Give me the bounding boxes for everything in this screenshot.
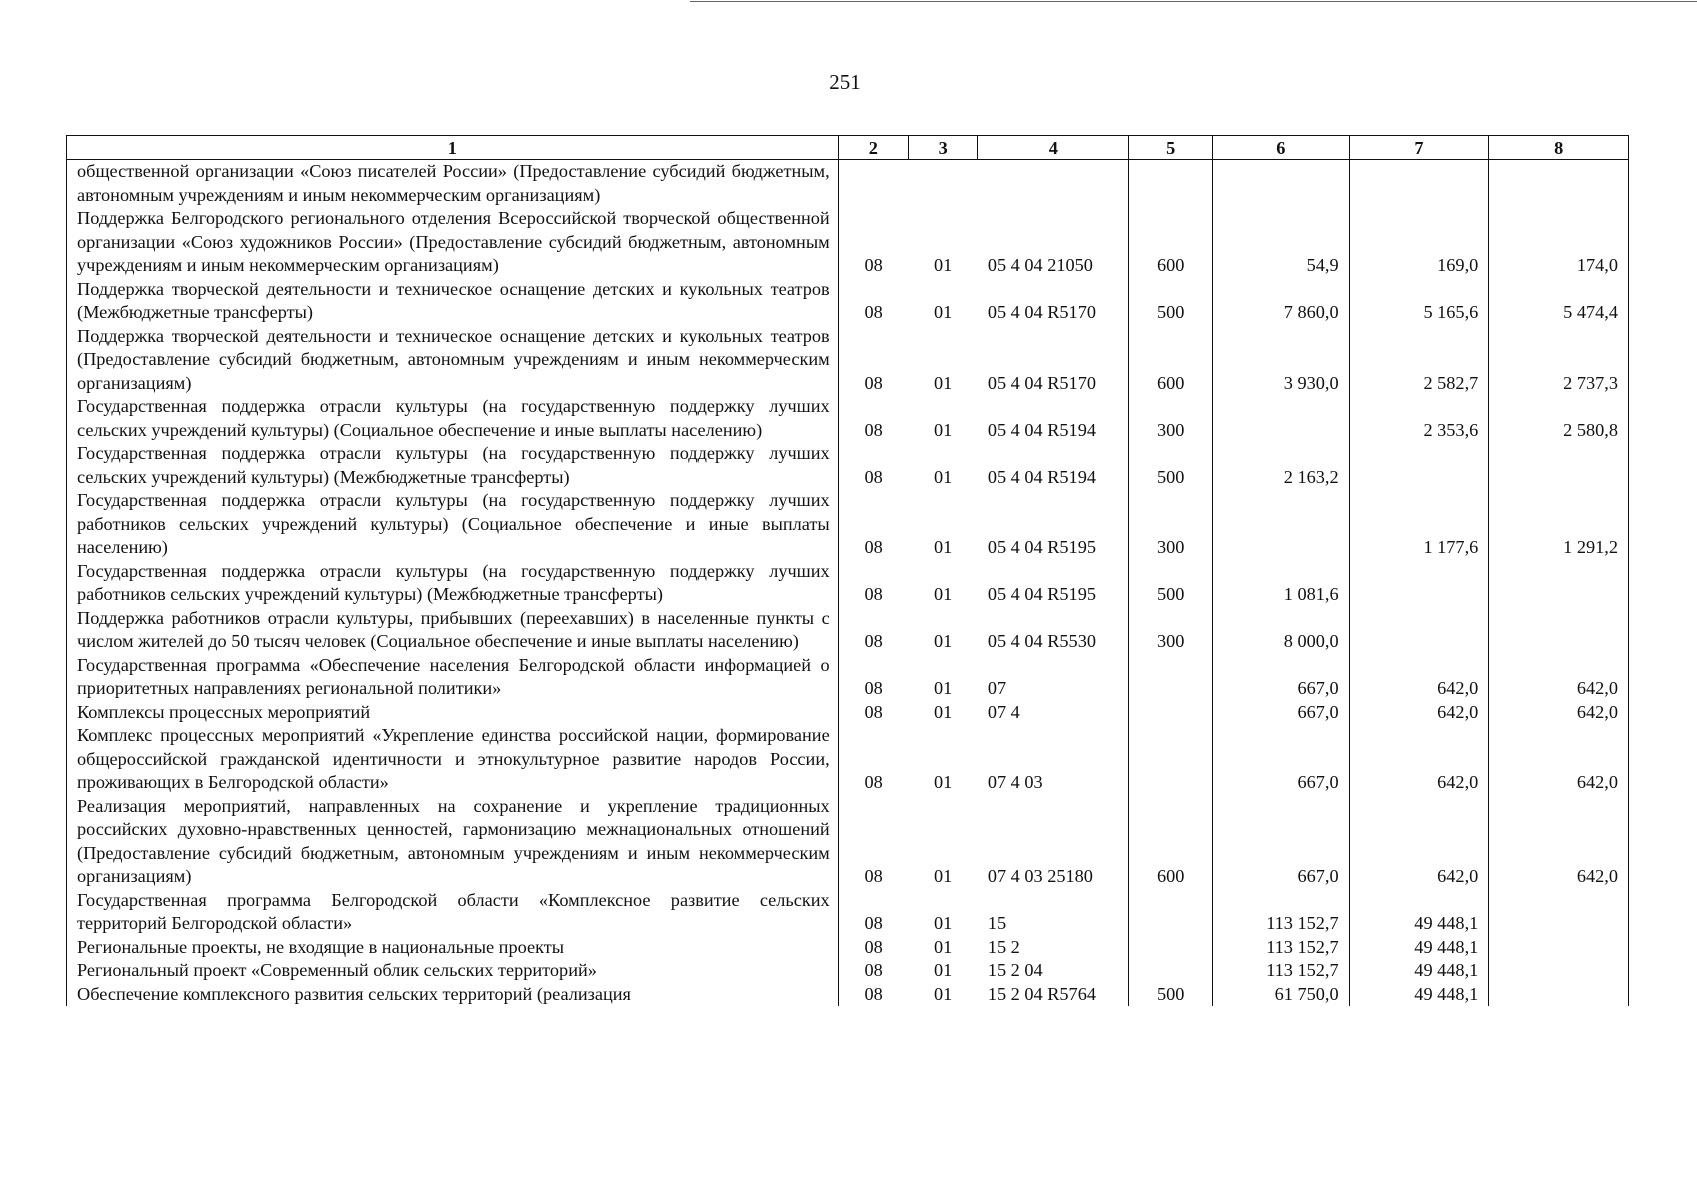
cell-target-article: 05 4 04 R5194 <box>978 442 1129 489</box>
cell-amount-8 <box>1489 560 1629 607</box>
cell-name: Поддержка Белгородского регионального отделения Всероссийской творческой общественной организации «Союз художников России» (Предоставление субсидий бюджетным, автономным учреждениям и иным некоммерческим организациям) <box>67 207 839 278</box>
cell-section: 08 <box>838 889 908 936</box>
header-col-5: 5 <box>1129 136 1213 160</box>
cell-amount-7: 49 448,1 <box>1349 983 1489 1007</box>
cell-amount-7: 5 165,6 <box>1349 278 1489 325</box>
cell-expense-type: 500 <box>1129 442 1213 489</box>
cell-amount-8: 642,0 <box>1489 654 1629 701</box>
table-row <box>67 607 1629 654</box>
top-rule <box>690 1 1697 2</box>
header-row <box>67 136 1629 160</box>
cell-amount-8: 174,0 <box>1489 207 1629 278</box>
cell-expense-type <box>1129 889 1213 936</box>
cell-expense-type <box>1129 724 1213 795</box>
cell-name: Региональный проект «Современный облик сельских территорий» <box>67 959 839 983</box>
cell-target-article: 15 2 04 <box>978 959 1129 983</box>
cell-amount-7: 49 448,1 <box>1349 959 1489 983</box>
table-row <box>67 654 1629 701</box>
cell-name: Государственная поддержка отрасли культуры (на государственную поддержку лучших сельских учреждений культуры) (Социальное обеспечение и иные выплаты населению) <box>67 395 839 442</box>
cell-amount-6: 61 750,0 <box>1213 983 1350 1007</box>
cell-subsection: 01 <box>934 419 953 440</box>
cell-target-article: 15 2 <box>978 936 1129 960</box>
cell-subsection: 01 <box>934 866 953 886</box>
cell-amount-6: 54,9 <box>1213 207 1350 278</box>
table-row <box>67 724 1629 795</box>
cell-target-article: 05 4 04 R5194 <box>978 395 1129 442</box>
cell-subsection: 01 <box>934 631 953 651</box>
cell-amount-8: 642,0 <box>1489 701 1629 725</box>
cell-name: Обеспечение комплексного развития сельских территорий (реализация <box>67 983 839 1007</box>
cell-section: 08 <box>838 489 908 560</box>
cell-name: общественной организации «Союз писателей России» (Предоставление субсидий бюджетным, автономным учреждениям и иным некоммерческим организациям) <box>67 160 839 208</box>
cell-amount-7 <box>1349 607 1489 654</box>
cell-amount-6: 7 860,0 <box>1213 278 1350 325</box>
cell-target-article: 05 4 04 R5170 <box>978 278 1129 325</box>
budget-table <box>66 135 1629 1006</box>
cell-expense-type: 300 <box>1129 607 1213 654</box>
cell-amount-8: 2 580,8 <box>1489 395 1629 442</box>
cell-subsection <box>909 160 978 208</box>
cell-amount-8 <box>1489 160 1629 208</box>
cell-amount-7: 49 448,1 <box>1349 936 1489 960</box>
cell-amount-8 <box>1489 889 1629 936</box>
cell-target-article <box>978 160 1129 208</box>
table-row <box>67 442 1629 489</box>
table-row <box>67 325 1629 396</box>
cell-target-article: 07 4 03 <box>978 724 1129 795</box>
cell-name: Поддержка работников отрасли культуры, прибывших (переехавших) в населенные пункты с числом жителей до 50 тысяч человек (Социальное обеспечение и иные выплаты населению) <box>67 607 839 654</box>
cell-subsection: 01 <box>934 960 953 980</box>
cell-subsection: 01 <box>934 678 953 698</box>
table-body <box>67 160 1629 1007</box>
table-row <box>67 160 1629 208</box>
header-col-4: 4 <box>978 136 1129 160</box>
cell-amount-8: 2 737,3 <box>1489 325 1629 396</box>
cell-amount-6: 1 081,6 <box>1213 560 1350 607</box>
cell-section: 08 <box>838 442 908 489</box>
cell-section: 08 <box>838 560 908 607</box>
page-number: 251 <box>829 70 861 94</box>
cell-amount-8 <box>1489 983 1629 1007</box>
cell-section: 08 <box>838 395 908 442</box>
cell-target-article: 05 4 04 21050 <box>978 207 1129 278</box>
cell-target-article: 07 4 <box>978 701 1129 725</box>
cell-subsection: 01 <box>934 302 953 322</box>
cell-target-article: 15 2 04 R5764 <box>978 983 1129 1007</box>
cell-name: Государственная поддержка отрасли культуры (на государственную поддержку лучших сельских учреждений культуры) (Межбюджетные трансферты) <box>67 442 839 489</box>
cell-amount-8 <box>1489 607 1629 654</box>
cell-amount-6: 2 163,2 <box>1213 442 1350 489</box>
cell-expense-type: 600 <box>1129 325 1213 396</box>
cell-target-article: 05 4 04 R5195 <box>978 560 1129 607</box>
cell-subsection: 01 <box>934 701 953 722</box>
cell-amount-7: 2 582,7 <box>1349 325 1489 396</box>
table-row <box>67 560 1629 607</box>
table-row <box>67 959 1629 983</box>
cell-subsection: 01 <box>934 983 953 1004</box>
cell-expense-type: 500 <box>1129 983 1213 1007</box>
cell-subsection: 01 <box>934 372 953 393</box>
cell-subsection: 01 <box>934 537 953 557</box>
table-row <box>67 395 1629 442</box>
cell-amount-7 <box>1349 160 1489 208</box>
cell-amount-7: 2 353,6 <box>1349 395 1489 442</box>
header-col-3: 3 <box>909 136 978 160</box>
cell-name: Реализация мероприятий, направленных на сохранение и укрепление традиционных российских духовно-нравственных ценностей, гармонизацию межнациональных отношений (Предоставление субсидий бюджетным, автономным учреждениям и иным некоммерческим организациям) <box>67 795 839 889</box>
cell-name: Поддержка творческой деятельности и техническое оснащение детских и кукольных театров (Предоставление субсидий бюджетным, автономным учреждениям и иным некоммерческим организациям) <box>67 325 839 396</box>
cell-amount-8 <box>1489 936 1629 960</box>
cell-name: Комплексы процессных мероприятий <box>67 701 839 725</box>
cell-amount-6: 3 930,0 <box>1213 325 1350 396</box>
header-col-1: 1 <box>67 136 839 160</box>
cell-target-article: 05 4 04 R5195 <box>978 489 1129 560</box>
cell-amount-8: 642,0 <box>1489 795 1629 889</box>
cell-amount-7: 642,0 <box>1349 701 1489 725</box>
cell-name: Региональные проекты, не входящие в национальные проекты <box>67 936 839 960</box>
cell-amount-7: 642,0 <box>1349 795 1489 889</box>
cell-target-article: 05 4 04 R5170 <box>978 325 1129 396</box>
cell-amount-7: 1 177,6 <box>1349 489 1489 560</box>
cell-amount-6: 8 000,0 <box>1213 607 1350 654</box>
table-row <box>67 278 1629 325</box>
cell-name: Государственная поддержка отрасли культуры (на государственную поддержку лучших работников сельских учреждений культуры) (Межбюджетные трансферты) <box>67 560 839 607</box>
cell-section: 08 <box>838 795 908 889</box>
table-row <box>67 489 1629 560</box>
cell-subsection: 01 <box>934 466 953 487</box>
cell-amount-6 <box>1213 160 1350 208</box>
cell-expense-type: 600 <box>1129 207 1213 278</box>
cell-section: 08 <box>838 325 908 396</box>
header-col-2: 2 <box>838 136 908 160</box>
cell-subsection: 01 <box>934 936 953 957</box>
cell-section: 08 <box>838 701 908 725</box>
cell-target-article: 15 <box>978 889 1129 936</box>
cell-amount-7: 169,0 <box>1349 207 1489 278</box>
cell-expense-type <box>1129 959 1213 983</box>
cell-subsection: 01 <box>934 913 953 933</box>
table-row <box>67 983 1629 1007</box>
cell-amount-6: 667,0 <box>1213 795 1350 889</box>
cell-target-article: 07 <box>978 654 1129 701</box>
table-row <box>67 207 1629 278</box>
cell-expense-type: 500 <box>1129 560 1213 607</box>
cell-name: Государственная поддержка отрасли культуры (на государственную поддержку лучших работников сельских учреждений культуры) (Социальное обеспечение и иные выплаты населению) <box>67 489 839 560</box>
cell-amount-7 <box>1349 560 1489 607</box>
cell-section: 08 <box>838 654 908 701</box>
header-col-6: 6 <box>1213 136 1350 160</box>
cell-section: 08 <box>838 959 908 983</box>
cell-expense-type: 300 <box>1129 395 1213 442</box>
cell-amount-8: 1 291,2 <box>1489 489 1629 560</box>
header-col-7: 7 <box>1349 136 1489 160</box>
cell-amount-7: 49 448,1 <box>1349 889 1489 936</box>
cell-expense-type: 500 <box>1129 278 1213 325</box>
cell-expense-type <box>1129 936 1213 960</box>
header-col-8: 8 <box>1489 136 1629 160</box>
cell-name: Государственная программа «Обеспечение населения Белгородской области информацией о приоритетных направлениях региональной политики» <box>67 654 839 701</box>
cell-amount-7 <box>1349 442 1489 489</box>
cell-amount-6: 113 152,7 <box>1213 889 1350 936</box>
cell-section: 08 <box>838 724 908 795</box>
cell-section: 08 <box>838 936 908 960</box>
cell-section: 08 <box>838 983 908 1007</box>
cell-amount-8 <box>1489 442 1629 489</box>
cell-expense-type: 600 <box>1129 795 1213 889</box>
cell-amount-7: 642,0 <box>1349 724 1489 795</box>
cell-expense-type: 300 <box>1129 489 1213 560</box>
cell-amount-6: 113 152,7 <box>1213 936 1350 960</box>
table-row <box>67 889 1629 936</box>
cell-name: Комплекс процессных мероприятий «Укрепление единства российской нации, формирование общероссийской гражданской идентичности и этнокультурное развитие народов России, проживающих в Белгородской области» <box>67 724 839 795</box>
cell-expense-type <box>1129 160 1213 208</box>
cell-amount-6: 113 152,7 <box>1213 959 1350 983</box>
table-row <box>67 936 1629 960</box>
cell-amount-7: 642,0 <box>1349 654 1489 701</box>
cell-section: 08 <box>838 207 908 278</box>
cell-amount-8 <box>1489 959 1629 983</box>
cell-target-article: 05 4 04 R5530 <box>978 607 1129 654</box>
cell-amount-6 <box>1213 395 1350 442</box>
cell-amount-6: 667,0 <box>1213 701 1350 725</box>
cell-amount-8: 5 474,4 <box>1489 278 1629 325</box>
cell-expense-type <box>1129 701 1213 725</box>
cell-amount-6: 667,0 <box>1213 654 1350 701</box>
cell-amount-6: 667,0 <box>1213 724 1350 795</box>
cell-subsection: 01 <box>934 255 953 275</box>
cell-expense-type <box>1129 654 1213 701</box>
table-row <box>67 701 1629 725</box>
cell-name: Государственная программа Белгородской области «Комплексное развитие сельских территорий Белгородской области» <box>67 889 839 936</box>
cell-section <box>838 160 908 208</box>
cell-section: 08 <box>838 607 908 654</box>
cell-amount-8: 642,0 <box>1489 724 1629 795</box>
cell-amount-6 <box>1213 489 1350 560</box>
cell-name: Поддержка творческой деятельности и техническое оснащение детских и кукольных театров (Межбюджетные трансферты) <box>67 278 839 325</box>
cell-subsection: 01 <box>934 772 953 792</box>
cell-subsection: 01 <box>934 584 953 604</box>
table-row <box>67 795 1629 889</box>
cell-section: 08 <box>838 278 908 325</box>
cell-target-article: 07 4 03 25180 <box>978 795 1129 889</box>
